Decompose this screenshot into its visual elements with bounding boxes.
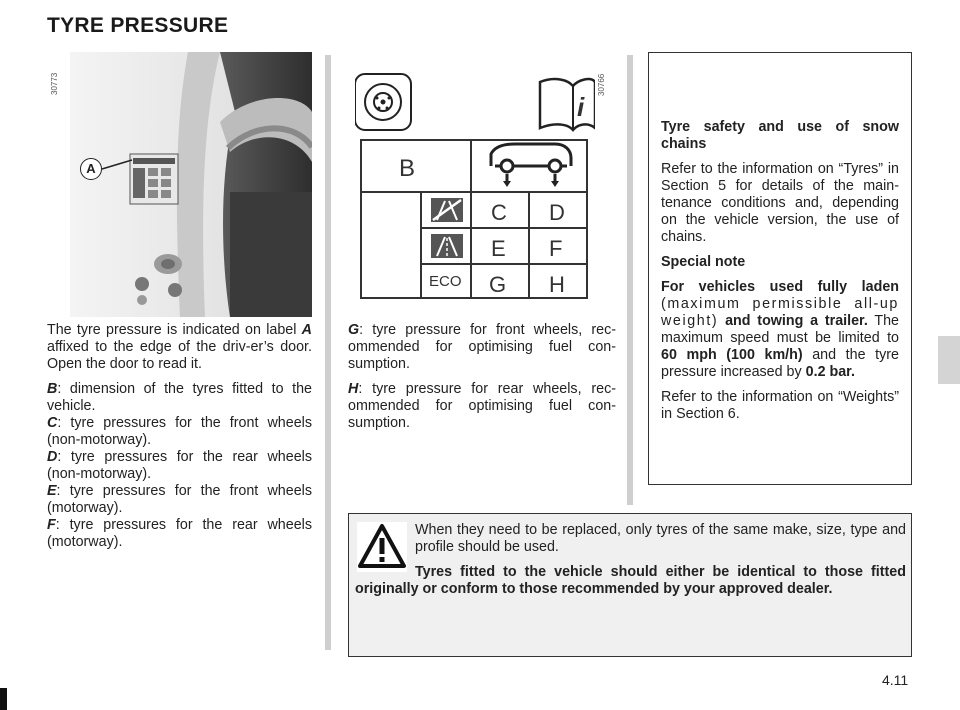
grid-cell-g: G (489, 272, 507, 297)
column-separator (627, 55, 633, 505)
warning-box (348, 513, 912, 657)
tyre-label-diagram (355, 70, 595, 315)
label-a-marker: A (80, 158, 102, 180)
diagram-reference-code: 30766 (597, 73, 606, 96)
box-paragraph: Refer to the information on “Tyres” in Section 5 for details of the main-tenance conditions and, depending on the vehicle version, the use of chains. (661, 161, 899, 245)
snow-chains-info-box (648, 52, 912, 485)
motorway-icon (431, 234, 463, 258)
special-note-heading: Special note (661, 254, 746, 270)
svg-text:i: i (577, 92, 585, 122)
intro-paragraph: The tyre pressure is indicated on label A affixed to the edge of the driv-er’s door. Open the door to read it. (47, 322, 312, 372)
legend-item-h: H: tyre pressure for rear wheels, rec-ommended for optimising fuel con-sumption. (348, 381, 616, 431)
eco-label: ECO (429, 273, 462, 290)
box-heading: Tyre safety and use of snow chains (661, 119, 899, 152)
grid-cell-e: E (491, 236, 506, 261)
door-photo-illustration (70, 52, 312, 317)
page-title: TYRE PRESSURE (47, 14, 229, 37)
door-photo (70, 52, 312, 317)
special-note-paragraph: For vehicles used fully laden (maximum permissible all-up weight) and towing a trailer. The maximum speed must be limited to 60 mph (100 km/h) and the tyre pressure increased by 0.2 bar. (661, 279, 899, 380)
legend-item-g: G: tyre pressure for front wheels, rec-ommended for optimising fuel con-sumption. (348, 322, 616, 372)
warning-paragraph-bold: Tyres fitted to the vehicle should either be identical to those fitted originally or conform to those recommended by your approved dealer. (355, 564, 906, 597)
section-tab (938, 336, 960, 384)
middle-column-text (348, 322, 616, 440)
photo-reference-code: 30773 (50, 72, 59, 95)
corner-mark (0, 688, 7, 710)
column-separator (325, 55, 331, 650)
grid-cell-f: F (549, 236, 563, 261)
grid-cell-h: H (549, 272, 565, 297)
page-number: 4.11 (882, 672, 909, 688)
non-motorway-icon (431, 198, 463, 222)
left-column-text (47, 322, 312, 559)
warning-paragraph: When they need to be replaced, only tyres of the same make, size, type and profile should be used. (415, 522, 906, 555)
tyre-icon (355, 74, 411, 130)
grid-cell-c: C (491, 200, 507, 225)
manual-book-icon (540, 79, 595, 130)
car-load-icon (491, 144, 571, 184)
grid-cell-d: D (549, 200, 565, 225)
grid-cell-b: B (399, 155, 416, 182)
box-reference: Refer to the information on “Weights” in Section 6. (661, 389, 899, 422)
legend-list: B: dimension of the tyres fitted to the vehicle. C: tyre pressures for the front wheels (non-motorway). D: tyre pressures for the rear wheels (non-motorway). E: tyre pressures for the front wheels (motorway). F: tyre pressures for the rear wheels (motorway). (47, 381, 312, 550)
